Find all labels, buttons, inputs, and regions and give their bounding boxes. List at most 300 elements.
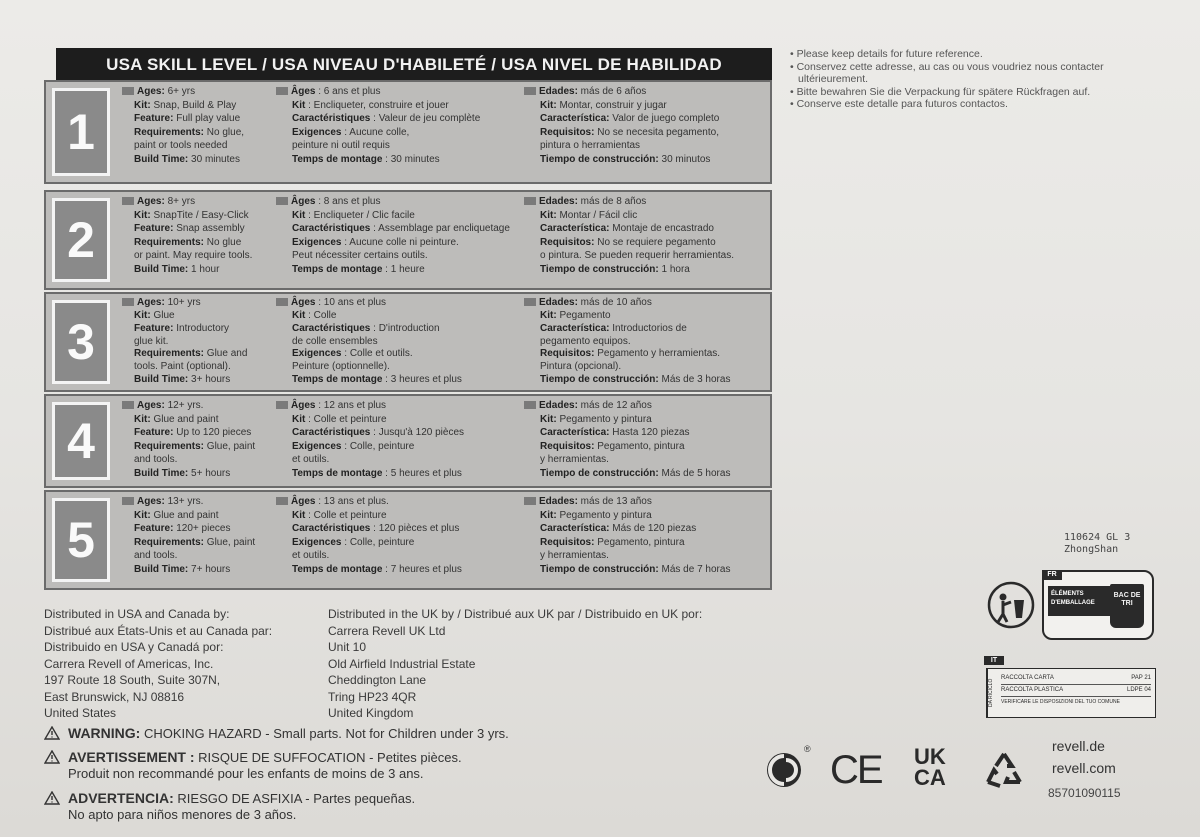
skill-value: : 30 minutes [382,153,440,165]
skill-key: Âges [291,86,316,97]
it-cell: RACCOLTA CARTA [1001,675,1054,681]
skill-line [524,536,764,550]
skill-value: : Colle et outils. [341,348,413,360]
fr-recycling-info [986,570,1154,640]
skill-value: Pegamento, pintura [594,440,685,452]
skill-line [122,522,272,536]
dist-line: East Brunswick, NJ 08816 [44,689,185,704]
skill-line [276,323,516,336]
it-badge: IT [984,656,1004,665]
skill-line [276,336,516,349]
skill-line [276,139,516,153]
skill-key: Característica: [540,113,610,124]
skill-key: Exigences [292,440,342,452]
skill-line [524,195,764,209]
product-code [1064,532,1130,556]
skill-key: Temps de montage [292,153,383,165]
warning-label: WARNING: [68,725,141,741]
skill-key: Kit [292,413,306,425]
skill-line [122,563,272,577]
skill-value: Glue [150,309,175,321]
skill-value: peinture ni outil requis [292,140,390,151]
skill-line [122,126,272,140]
recycle-icon [982,750,1026,790]
skill-line [276,222,516,236]
skill-line [276,348,516,361]
skill-line [276,310,516,323]
skill-key: Temps de montage [292,263,383,275]
skill-line [524,399,764,413]
skill-key: Build Time: [134,467,189,479]
skill-line [524,336,764,349]
skill-line [524,209,764,223]
skill-key: Build Time: [134,374,189,386]
skill-value: No glue, [204,126,245,138]
skill-value: Peut nécessiter certains outils. [292,250,428,261]
skill-value: : Assemblage par encliquetage [370,223,510,234]
skill-key: Tiempo de construcción: [540,563,659,575]
skill-key: Requirements: [134,126,205,138]
skill-value: or paint. May require tools. [134,250,253,261]
dist-line: Cheddington Lane [328,673,427,687]
website-de[interactable]: revell.de [1052,738,1105,754]
skill-key: Edades: [539,196,578,207]
skill-value: Hasta 120 piezas [609,427,690,438]
skill-line [524,509,764,523]
fr-packaging-label [1048,586,1110,616]
skill-value: paint or tools needed [134,140,228,151]
ukca-mark [914,746,946,788]
skill-value: pegamento equipos. [540,335,631,347]
warning-triangle-icon [44,750,60,764]
fr-flag-icon [276,497,288,505]
skill-line [122,467,272,481]
fr-flag-icon [276,401,288,409]
skill-value: Montar, construir y jugar [556,99,667,111]
skill-key: Edades: [539,86,578,97]
skill-value: Introductorios de [609,322,687,334]
skill-key: Característica: [540,322,610,334]
skill-level-5 [44,490,772,590]
skill-line [524,467,764,481]
skill-level-title: USA SKILL LEVEL / USA NIVEAU D'HABILETÉ / USA NIVEL DE HABILIDAD [56,48,772,82]
skill-key: Âges [291,400,316,411]
skill-value: : 120 pièces et plus [370,523,460,534]
skill-value: o pintura. Se pueden requerir herramientas. [540,250,735,261]
skill-value: Pintura (opcional). [540,361,622,373]
skill-value: : 13 ans et plus. [315,496,389,507]
ce-mark: CE [830,748,882,792]
dist-line: Distributed in USA and Canada by: [44,607,230,621]
distributor-usa [44,606,272,722]
skill-value: and tools. [134,550,178,561]
skill-value: : D'introduction [370,322,440,334]
it-side-label: DA RICICLO [987,669,999,717]
skill-value: 1 hour [188,263,220,275]
skill-value: 7+ hours [188,563,231,575]
note-line: • Conserve este detalle para futuros contactos. [790,98,1008,110]
skill-key: Exigences [292,348,342,360]
skill-key: Caractéristiques [292,427,371,438]
skill-key: Kit: [134,413,151,425]
skill-key: Edades: [539,496,578,507]
skill-key: Kit: [540,309,557,321]
skill-line [276,440,516,454]
skill-line [122,413,272,427]
skill-line [122,536,272,550]
skill-col-fr [276,297,516,387]
skill-value: 30 minutos [658,153,711,165]
skill-key: Build Time: [134,263,189,275]
green-dot-icon [764,750,804,790]
skill-value: Peinture (optionnelle). [292,361,390,373]
fr-flag-icon [276,298,288,306]
skill-value: : Colle et peinture [305,413,387,425]
skill-value: Montar / Fácil clic [556,209,638,221]
skill-line [524,112,764,126]
skill-line [524,549,764,563]
skill-line [524,440,764,454]
skill-value: glue kit. [134,335,169,347]
skill-line [276,522,516,536]
skill-value: de colle ensembles [292,335,378,347]
skill-col-en [122,399,272,480]
warning-text: Produit non recommandé pour les enfants de moins de 3 ans. [68,766,424,781]
skill-col-en [122,85,272,166]
skill-level-1 [44,80,772,184]
skill-col-fr [276,399,516,480]
skill-value: : Encliqueter, construire et jouer [305,99,449,111]
skill-line [122,310,272,323]
en-flag-icon [122,197,134,205]
warning-en [68,725,509,742]
skill-line [276,263,516,277]
dist-line: Distribuido en USA y Canadá por: [44,640,224,654]
skill-line [122,399,272,413]
skill-value: and tools. [134,454,178,465]
dist-line: Old Airfield Industrial Estate [328,656,476,671]
skill-line [524,297,764,310]
skill-line [122,374,272,387]
skill-line [524,413,764,427]
skill-line [122,549,272,563]
skill-key: Característica: [540,223,610,234]
skill-level-number: 5 [52,498,110,582]
skill-value: : Aucune colle ni peinture. [341,236,459,248]
skill-line [122,195,272,209]
skill-value: No se necesita pegamento, [594,126,719,138]
skill-value: SnapTite / Easy-Click [150,209,249,221]
note-line: • Please keep details for future reference. [790,48,983,60]
skill-line [276,195,516,209]
warning-text: CHOKING HAZARD - Small parts. Not for Children under 3 yrs. [140,726,509,741]
skill-key: Kit: [134,309,151,321]
dist-line: Tring HP23 4QR [328,689,417,704]
skill-key: Tiempo de construcción: [540,467,659,479]
skill-line [122,112,272,126]
skill-value: Pegamento y herramientas. [594,348,721,360]
skill-line [122,361,272,374]
dist-line: United Kingdom [328,706,414,720]
skill-value: Más de 7 horas [658,563,731,575]
reference-notes [790,48,1170,111]
skill-col-es [524,297,764,387]
skill-line [524,453,764,467]
skill-line [276,99,516,113]
skill-value: et outils. [292,454,330,465]
skill-key: Caractéristiques [292,523,371,534]
skill-value: : 8 ans et plus [315,196,381,207]
dist-line: 197 Route 18 South, Suite 307N, [44,673,221,687]
skill-col-en [122,495,272,576]
skill-line [524,495,764,509]
skill-value: : Jusqu'à 120 pièces [370,427,465,438]
skill-level-number: 4 [52,402,110,480]
skill-line [122,495,272,509]
skill-key: Edades: [539,400,578,411]
skill-line [122,209,272,223]
it-cell: LDPE 04 [1126,687,1151,693]
skill-key: Ages: [137,496,165,507]
skill-line [276,495,516,509]
skill-line [276,153,516,167]
dist-line: Carrera Revell of Americas, Inc. [44,656,214,671]
note-line: • Bitte bewahren Sie die Verpackung für spätere Rückfragen auf. [790,85,1091,98]
skill-key: Kit: [540,509,557,521]
skill-key: Kit [292,99,306,111]
warning-triangle-icon [44,791,60,805]
fr-badge: FR [1042,570,1062,580]
skill-key: Requisitos: [540,348,595,360]
skill-key: Característica: [540,523,610,534]
skill-value: Pegamento, pintura [594,536,685,548]
skill-key: Feature: [134,322,174,334]
skill-line [524,563,764,577]
skill-value: pintura o herramientas [540,140,641,151]
skill-key: Requisitos: [540,236,595,248]
skill-value: : 10 ans et plus [315,297,387,308]
skill-key: Requisitos: [540,440,595,452]
skill-line [524,99,764,113]
skill-line [122,222,272,236]
skill-key: Ages: [137,400,165,411]
skill-line [524,85,764,99]
skill-line [276,126,516,140]
skill-line [122,249,272,263]
skill-line [524,153,764,167]
skill-level-number: 3 [52,300,110,384]
it-rows [1001,673,1151,708]
skill-line [122,509,272,523]
triman-icon [986,580,1036,630]
it-row [1001,673,1151,685]
skill-line [276,536,516,550]
skill-key: Feature: [134,427,174,438]
skill-col-es [524,85,764,166]
skill-line [276,426,516,440]
skill-key: Âges [291,196,316,207]
skill-value: Más de 5 horas [658,467,731,479]
skill-key: Caractéristiques [292,322,371,334]
skill-line [276,85,516,99]
skill-line [276,374,516,387]
skill-value: 1 hora [658,263,690,275]
skill-value: y herramientas. [540,454,609,465]
skill-line [122,453,272,467]
warning-label: AVERTISSEMENT : [68,749,195,765]
skill-line [524,348,764,361]
skill-line [524,522,764,536]
es-flag-icon [524,401,536,409]
skill-value: Glue, paint [204,440,256,452]
es-flag-icon [524,298,536,306]
skill-line [276,549,516,563]
skill-value: Montaje de encastrado [609,223,714,234]
skill-key: Requirements: [134,236,205,248]
it-table-frame [986,668,1156,718]
skill-value: : Valeur de jeu complète [370,113,481,124]
skill-level-panel [44,44,772,592]
skill-value: Snap, Build & Play [150,99,237,111]
skill-col-en [122,195,272,276]
skill-value: : 7 heures et plus [382,563,462,575]
skill-key: Requirements: [134,348,205,360]
skill-value: más de 8 años [577,196,647,207]
skill-value: Glue and [204,348,248,360]
skill-value: más de 6 años [577,86,647,97]
distributor-uk [328,606,702,722]
skill-key: Kit [292,509,306,521]
skill-value: 12+ yrs. [164,400,204,411]
skill-key: Exigences [292,536,342,548]
skill-key: Tiempo de construcción: [540,374,659,386]
skill-key: Edades: [539,297,578,308]
es-flag-icon [524,497,536,505]
skill-col-fr [276,85,516,166]
skill-level-3 [44,292,772,392]
skill-line [524,310,764,323]
skill-line [122,153,272,167]
skill-value: Más de 3 horas [658,374,731,386]
skill-value: 13+ yrs. [164,496,204,507]
warning-es [68,790,415,823]
skill-key: Kit: [540,413,557,425]
skill-value: No se requiere pegamento [594,236,716,248]
note-line: • Conservez cette adresse, au cas ou vous voudriez nous contacter [790,60,1104,73]
dist-line: Distribué aux États-Unis et au Canada par: [44,623,273,638]
skill-value: Pegamento y pintura [556,413,652,425]
skill-value: Glue and paint [150,509,219,521]
skill-value: : 3 heures et plus [382,374,462,386]
fr-flag-icon [276,197,288,205]
skill-line [122,263,272,277]
skill-line [524,374,764,387]
skill-line [276,361,516,374]
fr-sorting-bin: BAC DE TRI [1110,584,1144,628]
skill-col-es [524,495,764,576]
skill-value: 8+ yrs [164,196,196,207]
skill-key: Temps de montage [292,374,383,386]
es-flag-icon [524,197,536,205]
skill-key: Kit [292,209,306,221]
skill-key: Build Time: [134,153,189,165]
skill-level-4 [44,394,772,488]
warning-triangle-icon [44,726,60,740]
skill-key: Kit: [134,209,151,221]
ukca-line: CA [914,765,946,790]
note-line: ultérieurement. [798,73,869,85]
skill-line [276,236,516,250]
skill-key: Tiempo de construcción: [540,153,659,165]
skill-value: 5+ hours [188,467,231,479]
skill-key: Caractéristiques [292,223,371,234]
skill-key: Característica: [540,427,610,438]
skill-key: Feature: [134,223,174,234]
dist-line: Unit 10 [328,640,367,654]
skill-col-es [524,195,764,276]
warning-fr [68,749,462,782]
skill-key: Ages: [137,297,165,308]
skill-line [276,467,516,481]
skill-level-number: 1 [52,88,110,176]
skill-key: Kit: [134,99,151,111]
warning-label: ADVERTENCIA: [68,790,174,806]
skill-line [524,426,764,440]
skill-key: Requirements: [134,536,205,548]
dist-line: Distributed in the UK by / Distribué aux UK par / Distribuido en UK por: [328,607,703,621]
skill-value: : 6 ans et plus [315,86,381,97]
it-recycling-info [984,656,1154,720]
skill-value: Valor de juego completo [609,113,720,124]
skill-key: Ages: [137,86,165,97]
skill-key: Kit: [134,509,151,521]
skill-line [524,139,764,153]
warning-text: RIESGO DE ASFIXIA - Partes pequeñas. [173,791,416,806]
skill-line [122,85,272,99]
it-cell: RACCOLTA PLASTICA [1001,687,1064,693]
skill-line [276,399,516,413]
skill-value: 120+ pieces [173,523,231,534]
website-com[interactable]: revell.com [1052,760,1116,776]
skill-value: : Encliqueter / Clic facile [305,209,415,221]
dist-line: United States [44,706,117,720]
skill-key: Temps de montage [292,467,383,479]
skill-key: Exigences [292,236,342,248]
skill-value: : 1 heure [382,263,425,275]
skill-value: 6+ yrs [164,86,196,97]
skill-value: Pegamento [556,309,611,321]
skill-line [276,297,516,310]
skill-key: Kit: [540,99,557,111]
en-flag-icon [122,401,134,409]
it-row [1001,685,1151,697]
skill-key: Kit [292,309,306,321]
skill-value: Full play value [173,113,241,124]
skill-value: Pegamento y pintura [556,509,652,521]
skill-line [122,99,272,113]
skill-value: tools. Paint (optional). [134,361,231,373]
skill-line [524,323,764,336]
skill-value: : Colle, peinture [341,536,415,548]
skill-value: más de 13 años [577,496,652,507]
skill-line [276,563,516,577]
skill-line [122,336,272,349]
skill-key: Temps de montage [292,563,383,575]
skill-value: más de 10 años [577,297,652,308]
skill-value: Glue, paint [204,536,256,548]
skill-value: 10+ yrs [164,297,201,308]
skill-value: Más de 120 piezas [609,523,697,534]
